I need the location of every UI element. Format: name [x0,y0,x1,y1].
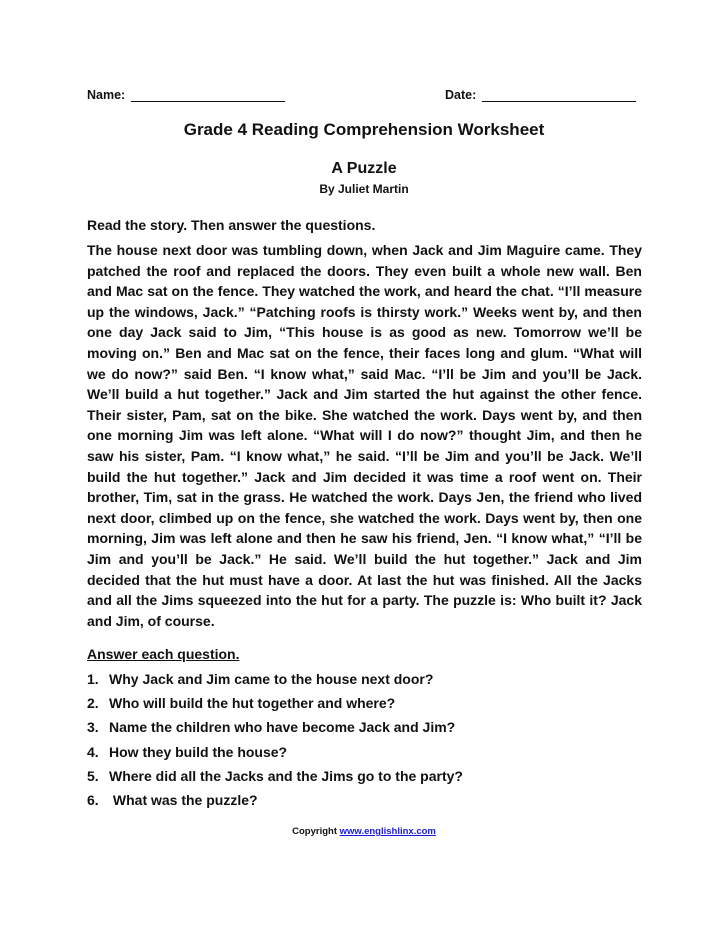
date-label: Date: [445,88,477,102]
question-number: 4. [87,743,99,760]
question-number: 5. [87,767,99,784]
question-item [87,764,463,788]
copyright-footer [0,826,728,837]
question-text: Name the children who have become Jack and Jim? [109,719,456,736]
name-label: Name: [87,88,126,102]
question-text: Why Jack and Jim came to the house next door? [109,671,434,687]
copyright-link[interactable]: www.englishlinx.com [339,826,436,837]
copyright-label: Copyright [292,826,337,837]
header-fields [87,88,640,108]
question-number: 2. [87,695,99,712]
question-text: Where did all the Jacks and the Jims go to the party? [109,767,463,784]
name-field [87,88,285,102]
question-number: 6. [87,791,99,808]
question-item [87,740,463,764]
name-blank-line [131,101,285,102]
question-item [87,788,463,812]
question-text: How they build the house? [109,743,288,760]
question-item [87,667,463,691]
instruction-text: Read the story. Then answer the questions. [87,217,376,233]
question-text: What was the puzzle? [109,791,258,808]
question-text: Who will build the hut together and where? [109,695,396,712]
question-number: 3. [87,719,99,736]
question-item [87,691,463,715]
question-item [87,715,463,739]
question-list [87,667,463,812]
story-title: A Puzzle [331,160,397,177]
story-text: The house next door was tumbling down, when Jack and Jim Maguire came. They patched the roof and replaced the doors. They even built a whole new wall. Ben and Mac sat on the fence. They watched the work, and heard the chat. “I’ll measure up the windows, Jack.” “Patching roofs is thirsty work.” Weeks went by, and then one day Jack said to Jim, “This house is as good as new. Tomorrow we’ll be moving on.” Ben and Mac sat on the fence, their faces long and glum. “What will we do now?” said Ben. “I know what,” said Mac. “I’ll be Jim and you’ll be Jack. We’ll build a hut together.” Jack and Jim started the hut against the other fence. Their sister, Pam, sat on the bike. She watched the work. Days went by, and then one morning Jim was left alone. “What will I do now?” thought Jim, and then he saw his sister, Pam. “I know what,” he said. “I’ll be Jim and you’ll be Jack. We’ll build the hut together.” Jack and Jim decided it was time a roof went on. Their brother, Tim, sat in the grass. He watched the work. Days Jen, the friend who lived next door, climbed up on the fence, she watched the work. Days went by, then one morning, Jim was left alone and then he saw his friend, Jen. “I know what,” “I’ll be Jim and you’ll be Jack.” He said. We’ll build the hut together.” Jack and Jim decided that the hut must have a door. At last the hut was finished. All the Jacks and all the Jims squeezed into the hut for a party. The puzzle is: Who built it? Jack and Jim, of course. [87,242,642,629]
worksheet-title: Grade 4 Reading Comprehension Worksheet [183,120,545,139]
date-field [445,88,636,102]
question-number: 1. [87,671,99,687]
date-blank-line [482,101,636,102]
questions-heading: Answer each question. [87,646,240,662]
story-byline: By Juliet Martin [319,182,409,196]
